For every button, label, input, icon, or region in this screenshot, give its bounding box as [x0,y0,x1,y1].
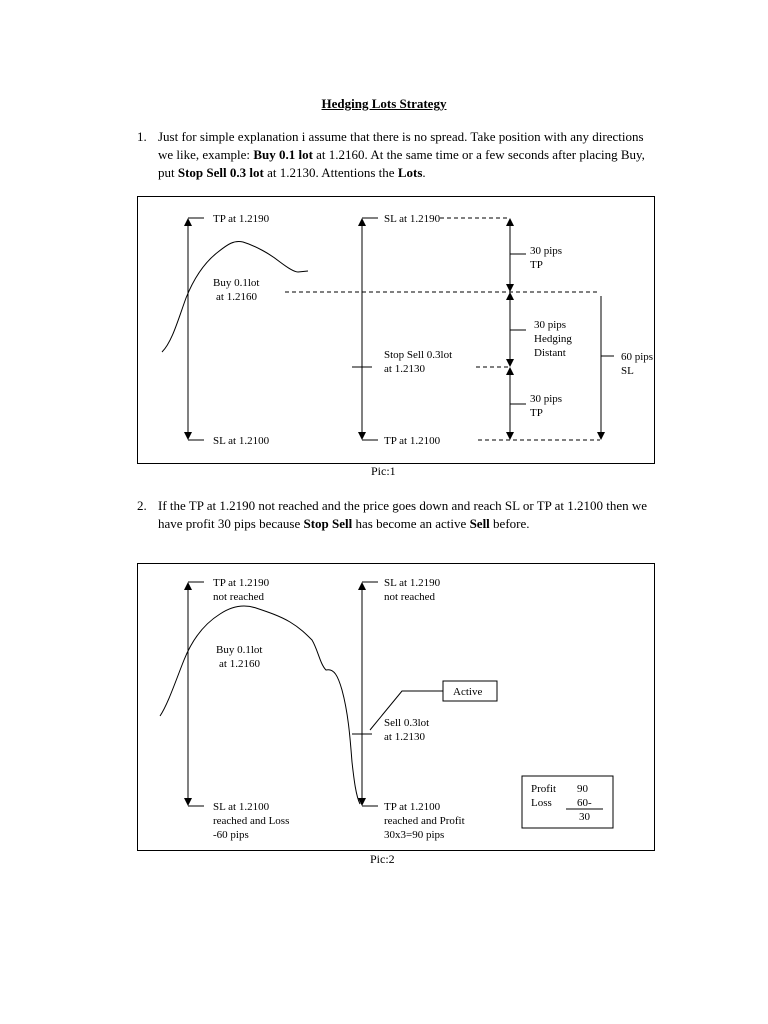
svg-text:60 pips: 60 pips [621,351,654,363]
svg-text:at 1.2130: at 1.2130 [384,731,425,743]
svg-text:Hedging: Hedging [534,333,572,345]
svg-text:at 1.2160: at 1.2160 [219,658,260,670]
svg-text:60-: 60- [577,797,592,809]
pic1-stop-price: at 1.2130 [384,363,425,375]
svg-text:SL at 1.2190: SL at 1.2190 [384,577,441,589]
active-label: Active [453,686,483,698]
svg-text:reached and Profit: reached and Profit [384,815,465,827]
svg-text:TP at 1.2100: TP at 1.2100 [384,801,441,813]
paragraph-text: Just for simple explanation i assume that there is no spread. Take position with any directions we like, example: Buy 0.1 lot at 1.2160. At the same time or a few seconds after placing Buy, put Stop Sell 0.3 lot at 1.2130. Attentions the Lots. [158,129,645,180]
list-number: 1. [137,129,147,144]
pic1-mid-tp: TP at 1.2100 [384,435,441,447]
pic1-mid-sl: SL at 1.2190 [384,213,441,225]
svg-text:Distant: Distant [534,347,566,359]
svg-text:Stop Sell 0.3lot: Stop Sell 0.3lot [384,349,453,361]
svg-text:reached and Loss: reached and Loss [213,815,290,827]
pic1-left-sl: SL at 1.2100 [213,435,270,447]
document-title: Hedging Lots Strategy [321,96,447,111]
svg-text:SL at 1.2100: SL at 1.2100 [213,801,270,813]
svg-text:30 pips: 30 pips [530,393,563,405]
pic1-caption: Pic:1 [371,464,396,478]
svg-text:not reached: not reached [384,591,435,603]
svg-text:TP at 1.2190: TP at 1.2190 [213,577,270,589]
svg-text:30x3=90 pips: 30x3=90 pips [384,829,445,841]
svg-text:Sell 0.3lot: Sell 0.3lot [384,717,430,729]
svg-text:30: 30 [579,811,590,823]
paragraph-text: If the TP at 1.2190 not reached and the price goes down and reach SL or TP at 1.2100 then we have profit 30 pips because Stop Sell has become an active Sell before. [158,498,648,531]
pic2-caption: Pic:2 [370,852,395,866]
svg-text:Loss: Loss [531,797,552,809]
svg-text:30 pips: 30 pips [530,245,563,257]
svg-text:Buy 0.1lot: Buy 0.1lot [216,644,263,656]
svg-text:SL: SL [621,365,634,377]
pic1-buy-price: at 1.2160 [216,291,257,303]
list-number: 2. [137,498,147,513]
svg-text:TP: TP [530,259,543,271]
svg-text:30 pips: 30 pips [534,319,567,331]
pic1-left-tp: TP at 1.2190 [213,213,270,225]
pic2-price-curve [160,606,360,804]
svg-text:Profit: Profit [531,783,557,795]
svg-text:-60 pips: -60 pips [213,829,249,841]
svg-text:90: 90 [577,783,588,795]
svg-text:Buy 0.1lot: Buy 0.1lot [213,277,260,289]
svg-text:TP: TP [530,407,543,419]
svg-text:not reached: not reached [213,591,264,603]
